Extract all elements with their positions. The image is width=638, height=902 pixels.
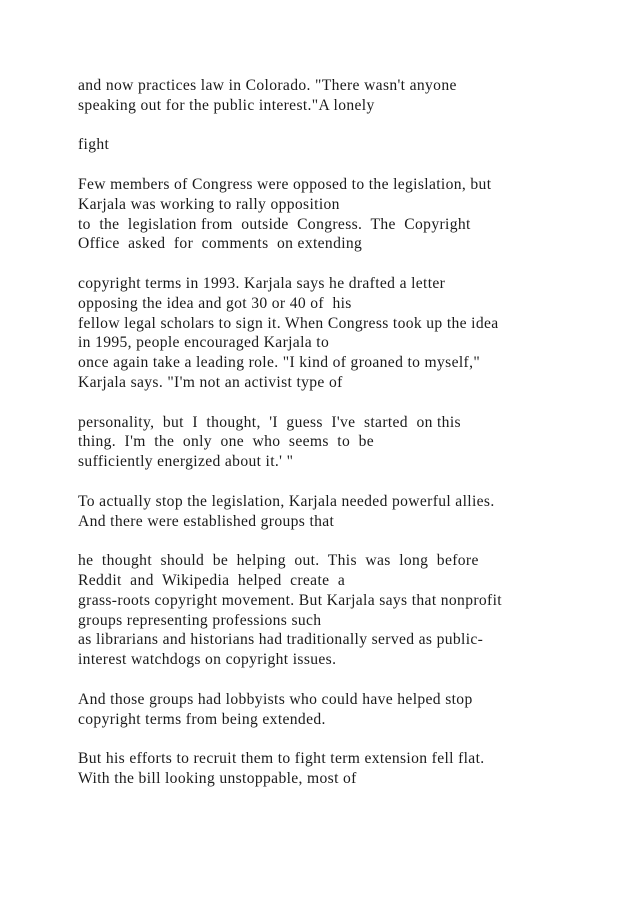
document-body: [78, 76, 598, 808]
text-line: groups representing professions such: [78, 611, 322, 629]
paragraph: [78, 413, 598, 472]
text-line: opposing the idea and got 30 or 40 of his: [78, 294, 352, 312]
text-line: fellow legal scholars to sign it. When Congress took up the idea: [78, 314, 499, 332]
text-line: grass-roots copyright movement. But Karjala says that nonprofit: [78, 591, 502, 609]
text-line: And those groups had lobbyists who could have helped stop: [78, 690, 473, 708]
text-line: Few members of Congress were opposed to the legislation, but: [78, 175, 492, 193]
text-line: speaking out for the public interest."A lonely: [78, 96, 375, 114]
text-line: once again take a leading role. "I kind of groaned to myself,": [78, 354, 481, 372]
text-line: sufficiently energized about it.' ": [78, 453, 294, 471]
paragraph: [78, 551, 598, 670]
text-line: Reddit and Wikipedia helped create a: [78, 571, 346, 589]
text-line: copyright terms in 1993. Karjala says he drafted a letter: [78, 274, 446, 292]
text-line: copyright terms from being extended.: [78, 710, 326, 728]
text-line: Office asked for comments on extending: [78, 235, 363, 253]
paragraph: [78, 690, 598, 730]
text-line: To actually stop the legislation, Karjala needed powerful allies.: [78, 492, 495, 510]
paragraph: [78, 274, 598, 393]
paragraph: [78, 76, 598, 116]
text-line: he thought should be helping out. This was long before: [78, 552, 479, 570]
text-line: But his efforts to recruit them to fight term extension fell flat.: [78, 750, 485, 768]
paragraph-heading: [78, 135, 598, 155]
text-line: Karjala was working to rally opposition: [78, 195, 340, 213]
text-line: fight: [78, 136, 110, 154]
paragraph: [78, 175, 598, 254]
text-line: personality, but I thought, 'I guess I've started on this: [78, 413, 461, 431]
paragraph: [78, 492, 598, 532]
text-line: And there were established groups that: [78, 512, 335, 530]
text-line: in 1995, people encouraged Karjala to: [78, 334, 330, 352]
text-line: thing. I'm the only one who seems to be: [78, 433, 375, 451]
text-line: and now practices law in Colorado. "There wasn't anyone: [78, 77, 457, 94]
text-line: With the bill looking unstoppable, most of: [78, 769, 357, 787]
text-line: as librarians and historians had traditionally served as public-: [78, 631, 484, 649]
text-line: Karjala says. "I'm not an activist type of: [78, 373, 343, 391]
text-line: interest watchdogs on copyright issues.: [78, 651, 337, 669]
text-line: to the legislation from outside Congress. The Copyright: [78, 215, 471, 233]
paragraph: [78, 749, 598, 789]
